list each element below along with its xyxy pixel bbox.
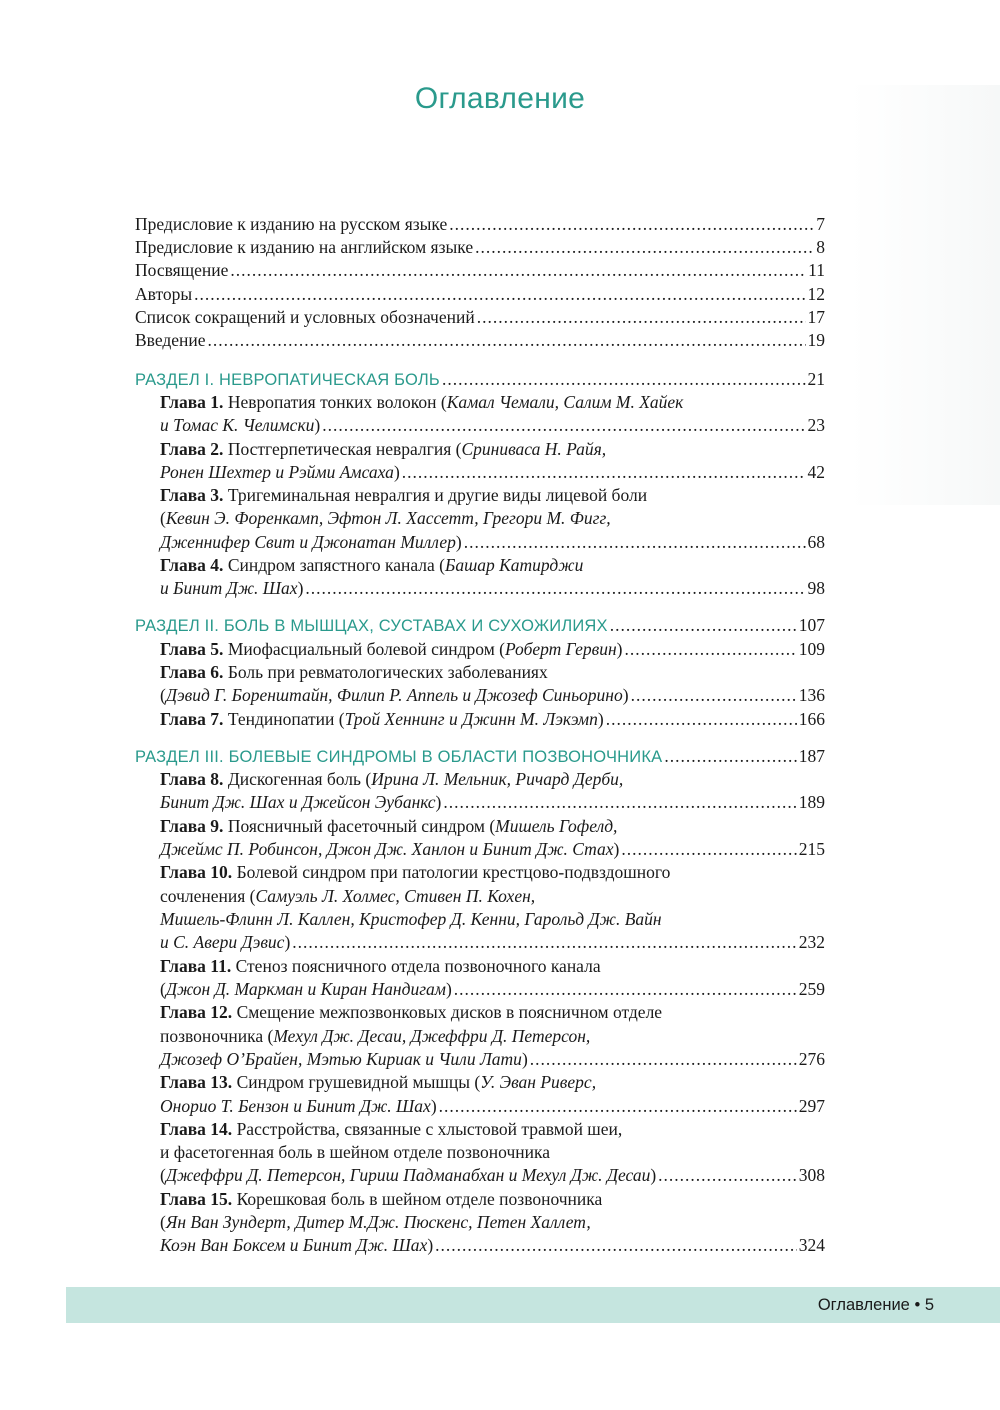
chapter-line[interactable]: Глава 11. Стеноз поясничного отдела позвоночного канала [160, 956, 601, 976]
chapter-line: сочленения (Самуэль Л. Холмес, Стивен П. Кохен, [160, 886, 536, 906]
chapter-line[interactable]: Глава 8. Дискогенная боль (Ирина Л. Мельник, Ричард Дерби, [160, 769, 624, 789]
chapter-entry[interactable]: Бинит Дж. Шах и Джейсон Эубанкс) ..... 189 [160, 790, 825, 814]
chapter-entry[interactable]: Коэн Ван Боксем и Бинит Дж. Шах) ..... 324 [160, 1233, 825, 1257]
chapter-line: позвоночника (Мехул Дж. Десаи, Джеффри Д. Петерсон, [160, 1026, 591, 1046]
chapter-entry[interactable]: (Джон Д. Маркман и Киран Нандигам) ..... 259 [160, 977, 825, 1001]
chapter-line: и фасетогенная боль в шейном отделе позвоночника [160, 1142, 550, 1162]
page-title: Оглавление [414, 82, 586, 115]
chapter-line[interactable]: Глава 1. Невропатия тонких волокон (Камал Чемали, Салим М. Хайек [160, 392, 684, 412]
chapter-entry[interactable]: Дженнифер Свит и Джонатан Миллер) ..... 68 [160, 530, 825, 554]
toc-entry[interactable]: Предисловие к изданию на английском языке ..... 8 [135, 235, 825, 259]
toc-entry[interactable]: Предисловие к изданию на русском языке ..... 7 [135, 212, 825, 236]
facing-page-bleed [850, 85, 1000, 505]
chapter-entry[interactable]: и С. Авери Дэвис) ..... 232 [160, 930, 825, 954]
chapter-line: (Ян Ван Зундерт, Дитер М.Дж. Пюскенс, Петен Халлет, [160, 1212, 591, 1232]
chapter-entry[interactable]: Глава 5. Миофасциальный болевой синдром (Роберт Гервин) ..... 109 [160, 637, 825, 661]
toc-entry[interactable]: Введение ..... 19 [135, 328, 825, 352]
toc-entry[interactable]: Список сокращений и условных обозначений ..... 17 [135, 305, 825, 329]
chapter-line[interactable]: Глава 9. Поясничный фасеточный синдром (Мишель Гофелд, [160, 816, 618, 836]
chapter-line[interactable]: Глава 10. Болевой синдром при патологии крестцово-подвздошного [160, 862, 671, 882]
section-heading[interactable]: РАЗДЕЛ I. НЕВРОПАТИЧЕСКАЯ БОЛЬ ..... 21 [135, 367, 825, 391]
chapter-entry[interactable]: Джеймс П. Робинсон, Джон Дж. Ханлон и Бинит Дж. Стах) ..... 215 [160, 837, 825, 861]
chapter-entry[interactable]: Джозеф О’Брайен, Мэтью Кириак и Чили Лати) ..... 276 [160, 1047, 825, 1071]
chapter-entry[interactable]: и Томас К. Челимски) ..... 23 [160, 413, 825, 437]
chapter-line: (Кевин Э. Форенкамп, Эфтон Л. Хассетт, Грегори М. Фигг, [160, 508, 611, 528]
chapter-line[interactable]: Глава 14. Расстройства, связанные с хлыстовой травмой шеи, [160, 1119, 623, 1139]
chapter-entry[interactable]: (Дэвид Г. Боренштайн, Филип Р. Аппель и Джозеф Синьорино) ..... 136 [160, 683, 825, 707]
running-footer: Оглавление • 5 [817, 1296, 934, 1314]
chapter-line: Мишель-Флинн Л. Каллен, Кристофер Д. Кенни, Гарольд Дж. Вайн [160, 909, 662, 929]
chapter-entry[interactable]: (Джеффри Д. Петерсон, Гириш Падманабхан и Мехул Дж. Десаи) ..... 308 [160, 1163, 825, 1187]
chapter-entry[interactable]: и Бинит Дж. Шах) ..... 98 [160, 576, 825, 600]
chapter-line[interactable]: Глава 15. Корешковая боль в шейном отделе позвоночника [160, 1189, 603, 1209]
chapter-line[interactable]: Глава 2. Постгерпетическая невралгия (Сриниваса Н. Райя, [160, 439, 607, 459]
chapter-entry[interactable]: Глава 7. Тендинопатии (Трой Хеннинг и Джинн М. Лэкэмп) ..... 166 [160, 707, 825, 731]
chapter-line[interactable]: Глава 3. Тригеминальная невралгия и другие виды лицевой боли [160, 485, 648, 505]
toc-entry[interactable]: Авторы ..... 12 [135, 282, 825, 306]
page-footer-band [66, 1287, 1000, 1323]
chapter-line[interactable]: Глава 6. Боль при ревматологических заболеваниях [160, 662, 548, 682]
section-heading[interactable]: РАЗДЕЛ III. БОЛЕВЫЕ СИНДРОМЫ В ОБЛАСТИ ПОЗВОНОЧНИКА ..... 187 [135, 744, 825, 768]
chapter-entry[interactable]: Ронен Шехтер и Рэйми Амсаха) ..... 42 [160, 460, 825, 484]
chapter-entry[interactable]: Онорио Т. Бензон и Бинит Дж. Шах) ..... 297 [160, 1094, 825, 1118]
chapter-line[interactable]: Глава 13. Синдром грушевидной мышцы (У. Эван Риверс, [160, 1072, 597, 1092]
toc-entry[interactable]: Посвящение ..... 11 [135, 258, 825, 282]
chapter-line[interactable]: Глава 4. Синдром запястного канала (Башар Катирджи [160, 555, 584, 575]
section-heading[interactable]: РАЗДЕЛ II. БОЛЬ В МЫШЦАХ, СУСТАВАХ И СУХОЖИЛИЯХ ..... 107 [135, 613, 825, 637]
chapter-line[interactable]: Глава 12. Смещение межпозвонковых дисков в поясничном отделе [160, 1002, 663, 1022]
